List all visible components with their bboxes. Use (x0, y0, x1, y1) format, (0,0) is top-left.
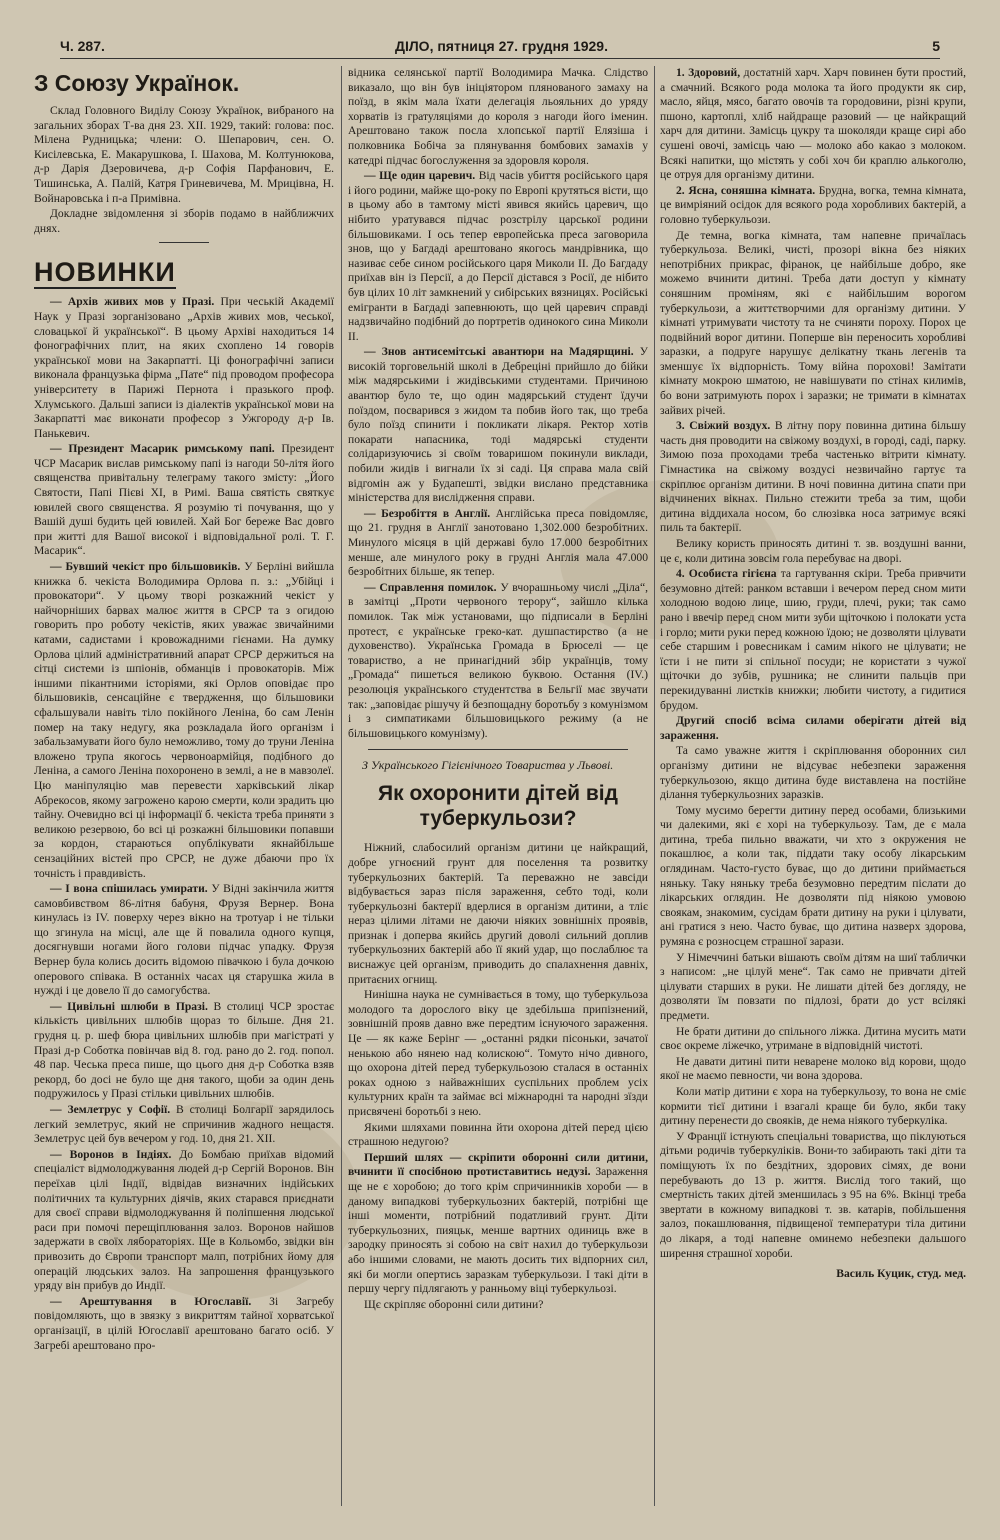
issue-number: Ч. 287. (60, 38, 105, 54)
article-paragraph: У Німеччині батьки вішають своїм дітям на шиї таблички з написом: „не цілуй мене“. Так само не привчати дітей цілувати старших в руки. Не лишати дітей без догляду, не дозволяти їм повзати по підлозі, брати до уст всілякі предмети. (660, 950, 966, 1022)
article-text: та гартування скіри. Треба привчити безумовно дітей: ранком вставши і вечером перед сном мити холодною водою лице, шию, груди, плечі, руки; так само рано і ввечір перед сном мити зуби щіточкою і полокати уста і горло; мити руки перед кожною їдою; не дозволяти цілувати себе старшим і ровесникам і самим нікого не цілувати; не їсти і не пити зі спільної посуди; не користати з чужої щіточки до зубів, рушника; не слинити пальців при перекидуванні листків книжки; любити чистоту, а гидитися брудом. (660, 567, 967, 712)
article-subheading: Другий спосіб всіма силами оберігати дітей від зараження. (660, 714, 966, 742)
news-item-text: У високій торговельній школі в Дебреціні прийшло до бійки між мадярськими і жидівськими студентами. Причиною авантюр було те, що один мадярський студент їдучи поїздом, посварився з жидом та побив його так, що треба було поїзд спинити і покликати лікаря. Ректор хотів покарати напасника, тоді мадярські студенти солідаризуючись зі своїм товаришом покинули виклади, побили жидів і вигнали їх зі саді. Ця справа мала свій відгомін аж у Будапешті, звідки вислано представника міністерства для вислідження справи. (348, 345, 649, 505)
news-item-title: — І вона спішилась умирати. (50, 882, 208, 896)
continued-text: відника селянської партії Володимира Мачка. Слідство виказало, що він був ініціятором плянованого замаху на поїзд, в якім мала їхати делегація льояльних до уряду хорватів із гратуляціями до короля з нагоди його іменин. Арештовано також посла хлопської партії Елязіша і полковника Бобіча за плянування бомбових замахів у катедрі підчас богослуження за здоровля короля. (348, 66, 648, 167)
article-lead: 2. Ясна, соняшна кімната. (676, 183, 816, 197)
article-paragraph: Не брати дитини до спільного ліжка. Дитина мусить мати своє окреме ліжечко, утримане в відповідній чистоті. (660, 1024, 966, 1053)
news-item (348, 507, 648, 580)
news-item (34, 1148, 334, 1294)
news-item-text: У Відні закінчила життя самовбивством 86-літня бабуня, Фрузя Вернер. Вона кинулась із IV. поверху через вікно на тротуар і не тільки що згинула на місці, але ще й повалила одного купця, досягнувши ногами його голови підчас упадку. Фрузя Вернер була колись досить відомою півачкою і була дочкою оперового співака. В останніх часах ця старушка жила в нужді і це довело її до самогубства. (34, 882, 335, 998)
masthead-title: ДІЛО, пятниця 27. грудня 1929. (395, 38, 608, 54)
article-paragraph: Нинішна наука не сумнівається в тому, що туберкульоза молодого та дорослого віку це здебільша припізнений, зовнішній прояв давно вже передтим існуючого зараження. Це — як каже Берінг — „останні рядки пісоньки, зачатої ненькою або нянею над колискою“. Томуто нічо дивного, що охорона дітей перед туберкульозою сталася в останніх роках одною з найважніших суспільних проблем усіх культурних країн та займає всі міжнародні та народні зїзди присвячені боротьбі з нею. (348, 988, 648, 1118)
article-paragraph (660, 567, 966, 713)
news-item-title: — Воронов в Індіях. (50, 1147, 172, 1161)
article-paragraph: Велику користь приносять дитині т. зв. воздушні ванни, це є, коли дитина зовсім гола перебуває на дворі. (660, 537, 966, 565)
article-paragraph (348, 1151, 648, 1297)
article-lead: 3. Свіжий воздух. (676, 419, 771, 433)
column-2 (348, 66, 648, 1313)
column-rule (341, 66, 342, 1506)
news-item-text: Зі Загребу повідомляють, що в звязку з викриттям тайної хорватської організації, в цілій Югославії арештовано багато осіб. У Загребі арештовано про- (34, 1294, 335, 1352)
news-item-text: В столиці Болгарії зарядилось легкий землетрус, який не спричинив жадного нещастя. Землетрус цей був вечером у год. 10, дня 21. ХІІ. (34, 1103, 334, 1146)
article-text: В літну пору повинна дитина більшу часть дня проводити на свіжому воздухі, в городі, саді, парку. Зимою поза проходами треба частенько вітрити кімнату. Гімнастика на свіжому воздусі незвичайно гартує та скріплює організм дитини. В ночі повинна дитина спати при відчинених вікнах. Пильно стежити треба за тим, щоби дитина віддихала носом, бо слюзівка носа затримує всякі пиль та бактерії. (660, 419, 966, 535)
news-item-title: — Президент Масарик римському папі. (50, 442, 275, 456)
article-paragraph: Коли матір дитини є хора на туберкульозу, то вона не сміє кормити тієї дитини і взагалі краще би було, якби таку дитину перенести до свояків, де нема ніякого туберкуліка. (660, 1084, 966, 1128)
article-paragraph: У Франції істнують спеціальні товариства, що піклуються дітьми родичів туберкуліків. Вони-то забирають такі діти та поміщують їх по бездітних, здорових сімях, де вони перебувають до 13 р. життя. Вислід того такий, що смертність таких дітей зменшилась з 95 на 6%. Вкінці треба звертати в кожному випадкові т. зв. катарів, побільшення залоз, покашлювання, підвищеної температури тіла дитини до лікаря, а тоді напевне оминемо небезпеки дальшого ширення страшної хороби. (660, 1129, 966, 1260)
news-item (348, 169, 648, 344)
article-paragraph: Не давати дитині пити неварене молоко від корови, щодо якої не маємо певности, чи вона здорова. (660, 1054, 966, 1083)
article-paragraph: Та само уважне життя і скріплювання оборонних сил організму дитини не відсуває небезпеки зараження туберкульозою, якщо дитина буде виставлена на постійне ділання туберкульозних заразків. (660, 744, 966, 802)
news-item (34, 1000, 334, 1102)
article-lead: 4. Особиста гігієна (676, 567, 777, 581)
news-item (34, 1295, 334, 1353)
separator (159, 242, 209, 243)
news-item-text: У вчорашньому числі „Діла“, в замітці „Проти червоного терору“, зайшло кілька помилок. Так між установами, що підписали в Берліні протест, є українське греко-кат. душпастирство (а не духовенство). Українська Громада в Брюселі — це товариство, а не принагідний збір українців, тому „Громада“ пишеться великою буквою. Остання (IV.) резолюція українського студентства в Бельгії має звучати так: „заповідає рішучу й безпощадну боротьбу з комунізмом і з симпатиками більшовицького режиму (а не більшовицького комунізму). (348, 580, 648, 740)
article-paragraph: Де темна, вогка кімната, там напевне причаїлась туберкульоза. Великі, чисті, прозорі вікна без ніяких непотрібних прикрас, фіранок, це найбільше добро, яке можемо вчинити дитині. Треба дати доступ у кімнату соняшним проміням, які є найбільшим ворогом туберкульози, а життєтворчими для організму дитини. У кімнаті утримувати чистоту та не счиняти пороху. Порох це подвійний ворог дитини. Поперше він переносить хоробливі заразки, а подруге нарушує делікатну ткань легенів та зменшує їх відпорність. Тому війна порохові! Замітати кімнату мокрою шматою, не навішувати по стінах килимів, бо вони затримують порох і заразки; не тримати в кімнатах зайвих річей. (660, 228, 966, 417)
news-item (34, 882, 334, 999)
article-paragraph: Щє скріпляє оборонні сили дитини? (364, 1297, 544, 1311)
news-item-title: — Бувший чекіст про більшовиків. (50, 560, 241, 574)
news-item-text: В столиці ЧСР зростає кількість цивільних шлюбів щораз то більше. Дня 21. грудня ц. р. шеф бюра цивільних шлюбів при магістраті у Празі д-р Соботка повінчав від 8. год. рано до 2. год. попол. 48 пар. Чеська преса пише, що цього дня д-р Соботка взяв рекорд, бо досі не було ще дня такого, щоби за один день подружилось у Празі стільки цивільних шлюбів. (34, 999, 334, 1101)
article-paragraph (660, 184, 966, 228)
news-item-text: Президент ЧСР Масарик вислав римському папі із нагоди 50-літя його священства привітальну телеграму такого змісту: „Його Святости, Папі Пієві XI, в Римі. Ваша святість святкує ювилей свого священства. Я розумію ті почування, що у Вашій душі будить цей ювилей. Хай Бог береже Вас довго при житті для Вашої високої і відповідальної ролі. Т. Г. Масарик“. (34, 442, 334, 558)
news-item (34, 295, 334, 441)
article-text: Брудна, вогка, темна кімната, це вимріяний осідок для всякого рода хоробливих бактерій, а головно туберкульози. (660, 183, 967, 226)
article-paragraph: Якими шляхами повинна йти охорона дітей перед цією страшною недугою? (348, 1120, 648, 1149)
article-text: Зараження ще не є хоробою; до того крім спричинників хороби — в даному випадкові туберкульозних бактерій, потрібні ще інші моменти, потрібний податливий грунт. Діти туберкульозних, пияцьк, менше вартних одиниць вже в зародку приносять зі собою на світ нахил до туберкульози або іншими словами, не мають досить тих відпорних сил, які би могли опертись заразкам туберкульози. І такі діти в першу чергу підлягають у ранньому віці туберкульозі. (348, 1165, 648, 1296)
news-item-title: — Арештування в Югославії. (50, 1294, 252, 1308)
news-item-title: — Цивільні шлюби в Празі. (50, 999, 208, 1013)
news-item-text: У Берліні вийшла книжка б. чекіста Володимира Орлова п. з.: „Убійці і провокатори“. У цьому творі розкажний чекіст у найчорніших барвах малює життя в СРСР та з огидою говорить про роботу чекістів, яких уважає звичайними катами, садистами і кровожадними гієнами. На думку Орлова цілий адміністративний апарат СРСР держиться на сітці системи із шпіонів, обманців і провокаторів. Між іншими пікантними історіями, які Орлов оповідає про більшовиків, сенсаційне є твердження, що більшовики сфальшували навіть тіло покійного Леніна, бо сам Ленін помер на таку недугу, яка розкладала його організм і забальзамувати його було неможливо, тому до труни Леніна вложено трупа якогось червоноармійця, подібного до Леніна, а самого Леніна похоронено в землі, а не в мавзолеї. Цю маніпуляцію мав перевести харківський лікар Абрекосов, якому загрожено карою смерти, коли зрадить цю тайну. Очевидно всі ці інформації б. чекіста треба приняти з великою резервою, бо всі ці розкажні більшовики попавши за кордон, стараються опублікувати якнайбільше сензаційних вістей про СРСР, не дуже дбаючи про їх точність і правдивість. (34, 560, 334, 880)
news-item (34, 1103, 334, 1147)
column-1 (34, 66, 334, 1354)
article-paragraph (660, 66, 966, 183)
article-lead: Перший шлях — скріпити оборонні сили дитини, вчинити її спосібною протиставитись недузі. (348, 1150, 648, 1179)
news-item-text: Англійська преса повідомляє, що 21. грудня в Англії занотовано 1,302.000 безробітних. Минулого місяця в цій державі було 17.000 безробітних менше, але минулого року в грудні Англія мала 47.000 безробітних більше, як тепер. (348, 506, 648, 579)
union-heading: З Союзу Українок. (34, 70, 240, 96)
news-item (34, 560, 334, 881)
article-rubric: З Українського Гігієнічного Товариства у Львові. (362, 758, 614, 773)
news-item-title: — Знов антисемітські авантюри на Мадярщині. (364, 345, 634, 359)
news-heading: НОВИНКИ (34, 257, 176, 288)
news-item-text: До Бомбаю приїхав відомий спеціаліст відмолоджування людей д-р Сергій Воронов. Він переїхав цілі Індії, відвідав визначних індійських політичних та культурних діячів, яких старався приєднати для своєї справи відмолоджування й поліпшення людської раси при помочі перещіплювання залоз. Воронов найшов задержати в своїх лябораторіях. Ще в Кольомбо, звідки він привозить до Європи транспорт малп, потрібних йому для операцій людських залоз. На запрошення французького уряду він прибув до Индії. (34, 1147, 334, 1293)
union-text: Докладне звідомлення зі зборів подамо в найближчих днях. (34, 207, 334, 235)
article-paragraph: Ніжний, слабосилий організм дитини це найкращий, добре угноєний грунт для поселення та розвитку туберкульозних бактерій. Та переважно не завсіди відбувається зараз після зараження, себто тоді, коли туберкульозні бактерії вдерлися в організм дитини, а тліє нераз цілими літами не даючи ніяких зовнішніх проявів, признак і доперва якийсь другий доволі сильний доплив туберкульозних бактерій або її який удар, що послаблює та виснажує цей організм, приводить до спалахнення давніх, притаєних огнищ. (348, 841, 648, 986)
article-lead: 1. Здоровий, (676, 66, 741, 79)
separator (368, 749, 628, 750)
news-item-title: — Справлення помилок. (364, 580, 497, 594)
article-text: достатній харч. Харч повинен бути простий, а смачний. Всякого рода молока та його продукти як сир, масло, яйця, мясо, багато овочів та городовини, різні крупи, пшоно, картоплі, хліб найдраще разовий — це найкращий харч для дитини. Замісць цукру та шоколяди краще сирі або сушені овочі, замісць чаю — молоко або какао з молоком. Всякі напитки, що містять у собі хоч би краплю алькоголю, це отруя для організму дитини. (660, 66, 966, 182)
page-number: 5 (932, 38, 940, 54)
article-paragraph (660, 419, 966, 536)
news-item-text: При чеській Академії Наук у Празі зорганізовано „Архів живих мов, чеської, словацької й української“. В цьому Архіві находиться 14 фонографічних плит, на яких схоплено 14 говорів української мови на Закарпатті. Ці фонографічні записи виконала французька фірма „Пате“ під проводом професора університету в Парижі Пернота і празького проф. Хлумського. Дальші записи із діалектів української мови на Закарпатті має виконати професор з Ужгороду д-р Ів. Панькевич. (34, 295, 334, 440)
page-header (60, 36, 940, 59)
news-item (34, 442, 334, 559)
news-item-title: — Землетрус у Софії. (50, 1103, 171, 1116)
article-paragraph: Тому мусимо берегти дитину перед особами, близькими чи далекими, які є хорі на туберкульозу. Там, де є мала дитина, треба пильно вважати, чи хто з окружения не покашлює, а коли так, піддати таку особу лікарським оглядинам. Часто-густо буває, що до дитини приймається няньку. Таку няньку треба безумовно передтим післати до лікарських оглядин. Не дозволяти під ніякою умовою своякам, знакомим, сусідам брати дитину на руки і цілувати, ані гратися з нею. Часто буває, що дитина назверх здорова, румяна є розносцем страшної зарази. (660, 803, 966, 949)
article-signature: Василь Куцик, студ. мед. (836, 1267, 966, 1281)
news-item-text: Від часів убиття російського царя і його родини, майже що-року по Европі крутяться вісти, що в цьому або в тамтому місті явився якийсь царевич, що нібито уратувався підчас розстрілу царської родини більшовиками. І ось тепер европейська преса заговорила знов, що у Багдаді арештовано якогось мандрівника, що називає себе сином російського царя Миколи ІІ. До Багдаду приїхав він із Персії, а до Персії дістався з Росії, де нібито був цілих 10 літ замкнений у сибірських вязницях. Російські емігранти в Багдаді запевнюють, що цей царевич справді надзвичайно подібний до портретів одинокого сина Миколи ІІ. (348, 169, 648, 343)
news-item-title: — Архів живих мов у Празі. (50, 295, 215, 309)
article-title: Як охоронити дітей від туберкульози? (378, 782, 618, 831)
news-item (348, 581, 648, 742)
union-text: Склад Головного Виділу Союзу Українок, вибраного на загальних зборах Т-ва дня 23. ХІІ. 1929, такий: голова: пос. Мілена Рудницька; члени: О. Шепарович, сен. О. Кисілевська, Е. Макарушкова, І. Шахова, М. Колтунюкова, д-р Дарія Дзеровичева, д-р Софія Парфанович, Е. Тишинська, А. Палій, Катря Гриневичева, М. Мрицівна, Н. Войнаровська і п-а Примівна. (34, 104, 334, 205)
news-item (348, 345, 648, 506)
news-item-title: — Ще один царевич. (364, 169, 476, 183)
news-item-title: — Безробіття в Англії. (364, 506, 491, 520)
column-3 (660, 66, 966, 1282)
column-rule (654, 66, 655, 1506)
